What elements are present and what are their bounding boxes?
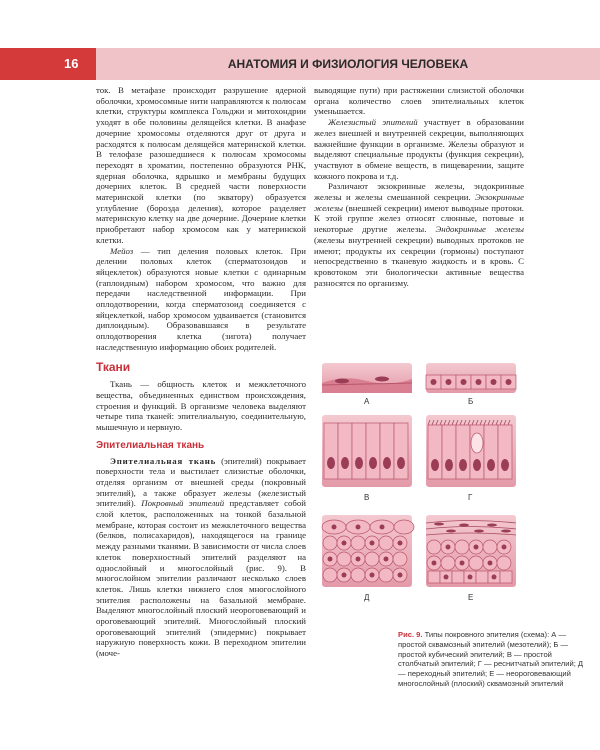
paragraph: выводящие пути) при растяжении слизистой оболочки органа количество слоев эпителиальных клеток уменьшается. [314,85,524,117]
panel-v-illustration [322,415,412,487]
paragraph: Ткань — общность клеток и межклеточного вещества, объединенных единством происхождения, строения и функций. В организме человека выделяют четыре типа тканей: эпителиальную, соединительную, мышечную и нервную. [96,379,306,433]
figure-illustration [314,355,524,625]
subsection-heading: Эпителиальная ткань [96,439,205,451]
paragraph-text: (эпителий) покрывает поверхности тела и выстилает слизистые оболочки, отделяя организм от внешней среды (покровный эпителий), а также образует железы (железистый эпителий). [96,455,306,509]
paragraph [314,181,524,288]
panel-label-d: Д [364,593,370,602]
paragraph-text: Различают экзокринные железы, эндокринные железы и железы смешанной секреции. [314,181,524,203]
panel-label-e: Е [468,593,474,602]
paragraph-text: представляет собой слой клеток, расположенных на тонкой базальной мембране, которая состоит из межклеточного вещества (белков, полисахаридов), находящегося на границе между разными тканями. В зависимости от числа слоев клеток поверхностный эпителий разделяют на однослойный и многослойный (рис. 9). В многослойном эпителии различают несколько слоев клеток. Лишь клетки нижнего слоя многослойного эпителия расположены на базальной мембране. Выделяют многослойный плоский неороговевающий и ороговевающий эпителий. Многослойный плоский ороговевающий эпителий (эпидермис) покрывает наружную поверхность кожи. В переходном эпителии (моче- [96,498,307,659]
epithelium-figure [314,355,524,625]
paragraph [314,117,524,181]
page-header [0,48,600,80]
term: Экзокринные железы [314,192,524,213]
panel-d-illustration [322,515,414,587]
term: Эндокринные железы [435,224,524,235]
paragraph-text: (железы внутренней секреции) выводных протоков не имеют; продукты их секреции (гормоны) поступают непосредственно в тканевую жидкость и в кровь. С кровотоком эти биологически активные вещества разносятся по организму. [314,234,524,288]
figure-caption [398,630,584,689]
panel-label-g: Г [468,493,473,502]
left-column [96,85,306,659]
paragraph-text: участвует в образовании желез внешней и внутренней секреции, выполняющих важнейшие функции в организме. Железы образуют и выделяют специальные продукты (функция секреции), участвуют в обмене веществ, в пищеварении, защите кожного покрова и т.д. [314,117,524,181]
panel-label-v: В [364,493,370,502]
panel-label-a: А [364,397,370,406]
term: Мейоз [110,245,134,256]
paragraph [96,246,306,353]
panel-g-illustration [426,415,516,487]
term: Покровный эпителий [141,498,225,509]
paragraph: ток. В метафазе происходит разрушение ядерной оболочки, хромосомные нити направляются к полюсам клетки, структуры комплекса Гольджи и митохондрии уходят в обе половины делящейся клетки. В анафазе дочерние хромосомы отделяются друг от друга и расходятся к полюсам делящейся материнской клетки. В телофазе разошедшиеся к полюсам хромосомы переходят в хроматин, постепенно образуются РНК, ядерная оболочка, ядрышко и мембраны будущих дочерних клеток. В средней части поверхности материнской клетки (по экватору) образуется углубление (борозда деления), которое разделяет материнскую клетку на две дочерние. Дочерние клетки приобретают набор хромосом как у материнской клетки. [96,85,306,245]
paragraph-text: (внешней секреции) имеют выводные протоки. К этой группе желез относят слюнные, потовые и некоторые другие железы. [314,202,524,235]
paragraph-text: — тип деления половых клеток. При делении половых клеток (сперматозоидов и яйцеклеток) образуются новые клетки с одинарным (гаплоидным) набором хромосом, что важно для передачи наследственной информации. При оплодотворении, когда сперматозоид соединяется с яйцеклеткой, набор хромосом удваивается (становится диплоидным). Образовавшаяся в результате оплодотворения клетка (зигота) получает наследственную информацию обоих родителей. [96,245,306,352]
panel-a-illustration [322,363,412,393]
running-title: АНАТОМИЯ И ФИЗИОЛОГИЯ ЧЕЛОВЕКА [227,57,469,71]
paragraph [96,456,306,659]
right-column [314,85,524,288]
panel-label-b: Б [468,397,474,406]
header-band [96,48,600,80]
panel-b-illustration [426,363,516,393]
panel-e-illustration [426,515,516,587]
term: Эпителиальная ткань [110,455,217,466]
section-heading: Ткани [96,359,131,374]
caption-text: Типы покровного эпителия (схема): А — простой сквамозный эпителий (мезотелий); Б — простой кубический эпителий; В — простой столбчатый эпителий; Г — реснитчатый эпителий; Д — переходный эпителий; Е — неороговевающий многослойный (плоский) сквамозный эпителий [398,630,584,688]
page-number: 16 [0,48,96,80]
term: Железистый эпителий [328,117,418,128]
caption-label: Рис. 9. [398,630,423,639]
